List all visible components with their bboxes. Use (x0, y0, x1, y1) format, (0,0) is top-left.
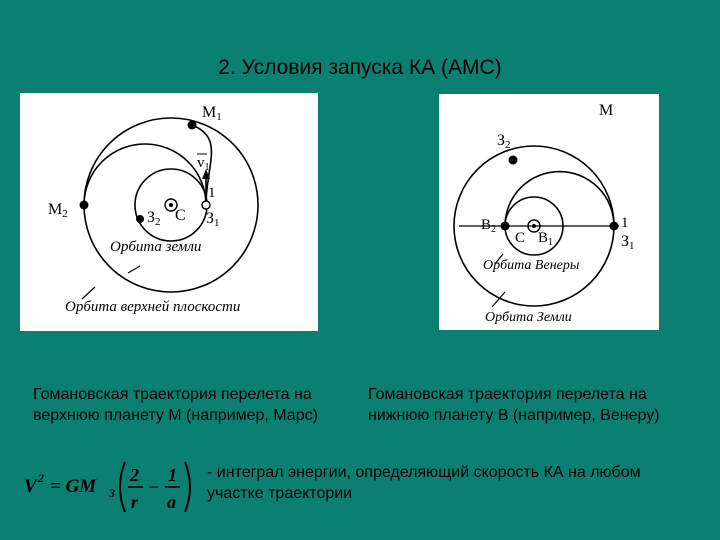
z2-label: З2 (147, 209, 161, 228)
energy-integral-formula (22, 456, 202, 523)
hohmann-lower-svg (439, 94, 659, 330)
b2-label: $B_2$ (481, 217, 497, 235)
formula-minus: − (148, 477, 159, 497)
formula-gm: = GM (50, 476, 97, 497)
hohmann-upper-svg (20, 93, 318, 331)
formula-frac2-den: a (167, 492, 176, 512)
m1-label: M1 (202, 104, 222, 123)
caption-left: Гомановская траектория перелета на верхнюю планету М (например, Марс) (33, 386, 318, 424)
b2-point (501, 222, 510, 231)
z2-label: З2 (497, 132, 511, 151)
sun-center-dot (169, 203, 173, 207)
b1-label: $B_1$ (538, 230, 554, 248)
formula-svg (22, 456, 202, 518)
c-label: C (515, 230, 526, 246)
slide-title: 2. Условия запуска КА (АМС) (218, 56, 502, 79)
earth-orbit-leader (128, 266, 140, 273)
venus-orbit-label: Орбита Венеры (483, 258, 580, 273)
transfer-arc (505, 172, 614, 226)
upper-orbit-label: Орбита верхней плоскости (65, 299, 241, 315)
transfer-arc-m2 (84, 144, 206, 205)
formula-description: - интеграл энергии, определяющий скорость КА на любом участке траектории (207, 464, 641, 502)
formula-right-paren (185, 462, 190, 512)
m2-point (80, 201, 89, 210)
point-1 (610, 222, 619, 231)
earth-orbit-label: Орбита земли (110, 239, 202, 255)
formula-subscript: З (109, 486, 116, 500)
z1-label: З1 (206, 210, 220, 229)
upper-orbit-leader (82, 287, 95, 299)
z2-point (136, 215, 144, 223)
z2-point (509, 156, 518, 165)
sun-center-dot (532, 224, 536, 228)
point-1-label: 1 (208, 185, 216, 201)
formula-frac1-den: r (131, 492, 139, 512)
formula-left-paren (120, 462, 125, 512)
formula-exponent: 2 (38, 471, 44, 485)
earth-orbit-label: Орбита Земли (485, 310, 572, 325)
m2-label: M2 (48, 201, 68, 220)
point-1-label: 1 (621, 215, 629, 231)
c-label: C (175, 207, 186, 224)
formula-frac1-num: 2 (130, 465, 139, 485)
z1-label: З1 (621, 233, 635, 252)
caption-right: Гомановская траектория перелета на нижнюю планету В (например, Венеру) (368, 386, 660, 424)
formula-frac2-num: 1 (168, 465, 177, 485)
formula-v: V (24, 476, 37, 497)
v1-label: $v_1$ (197, 155, 210, 173)
m1-point (188, 121, 197, 130)
m-label: M (599, 102, 614, 119)
z1-point (202, 201, 210, 209)
hohmann-upper-diagram (20, 93, 318, 331)
hohmann-lower-diagram (439, 94, 659, 330)
